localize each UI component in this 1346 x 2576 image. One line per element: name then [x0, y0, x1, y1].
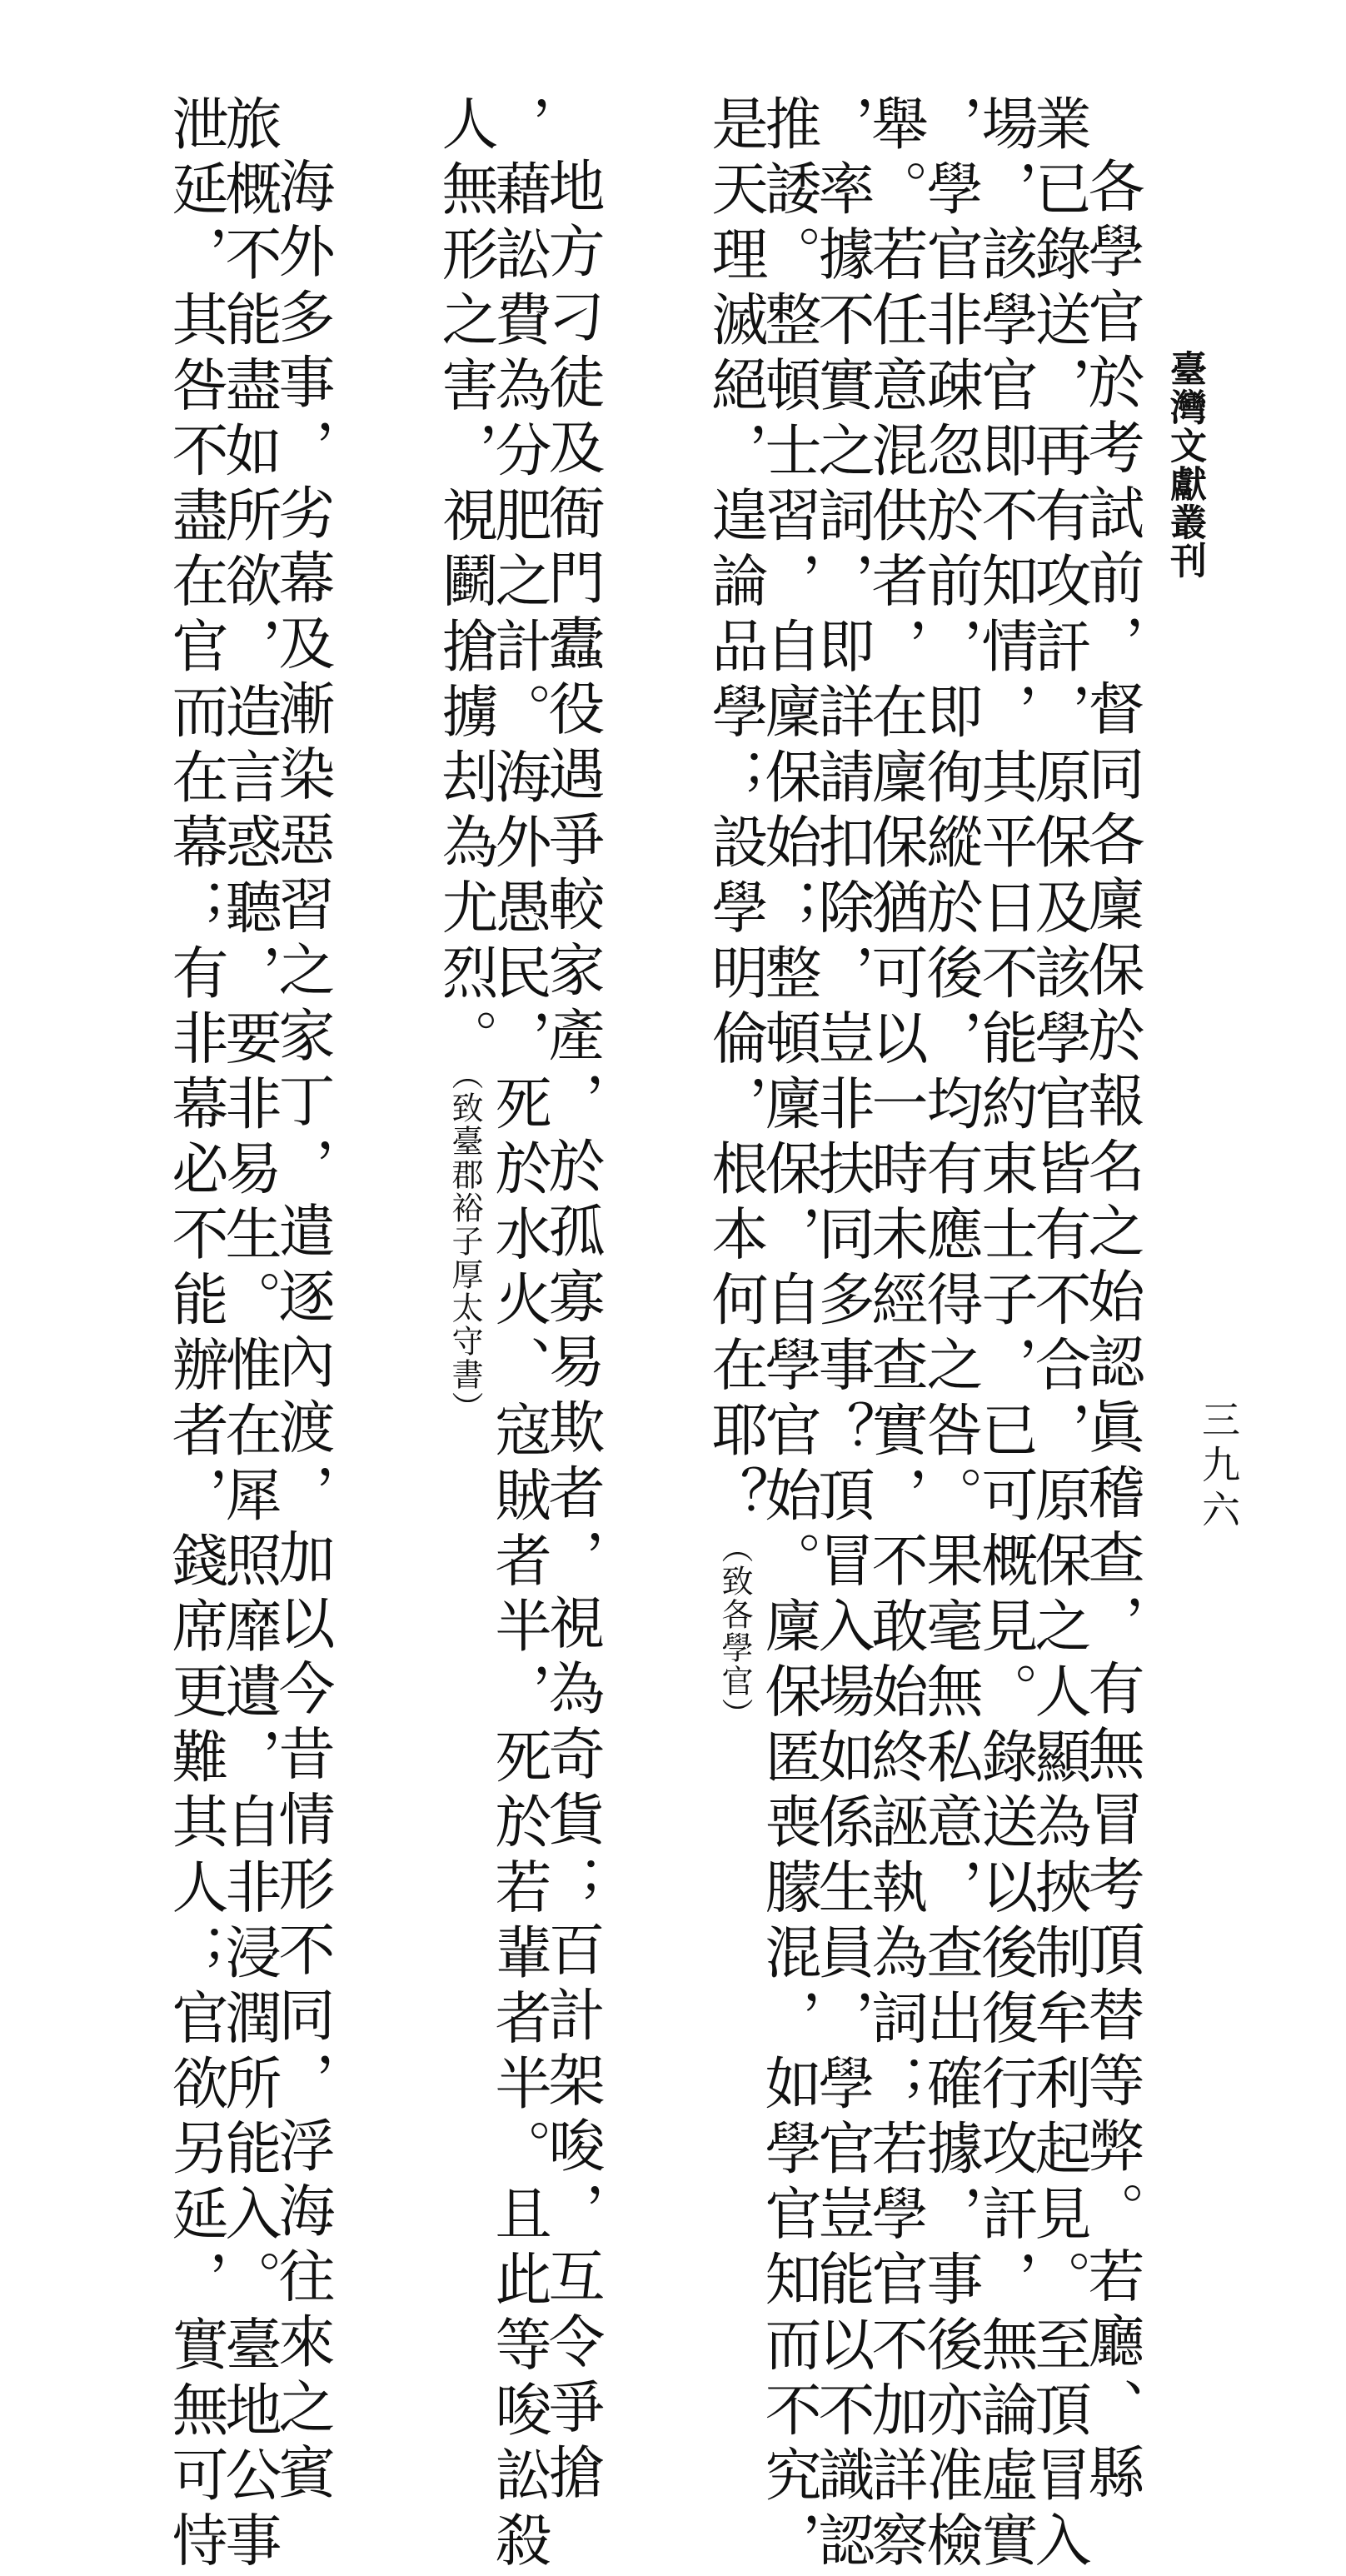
column-text: 場，該學官即不知情，其平日不能約束士子，已可概見。錄送以後復行攻訐，無論虛實 — [972, 94, 1038, 2576]
column-text: ，學官非疎忽於前，即徇縱於後，均有應得之咎。果毫無私意，查出確據，事後亦准檢 — [917, 94, 983, 2576]
column-text: ，藉訟費為分肥之計。海外愚民，死於水火、寇賊者半，死於若輩者半。且此等唆訟殺 — [486, 94, 551, 2576]
column-text: 泄延，其咎不盡在官而在幕；有非幕必不能辦者，錢席更難其人；官欲另延，實無可恃 — [162, 94, 228, 2576]
column-text: 人無形之害，視鬬搶擄刦為尤烈。 — [432, 94, 498, 1074]
column-text: 海外多事，劣幕及漸染惡習之家丁，遣逐內渡，加以今昔情形不同，浮海往來之賓 — [269, 157, 335, 2509]
column-text: 舉。若任意混供者，在廩保猶可以一時未經查實，不敢始終誣執為詞；若學官不加詳察 — [862, 94, 928, 2576]
text-column-14 — [157, 94, 228, 2576]
column-text: 旅概不能盡如所欲，造言惑聽，要非易生。惟在犀照靡遺，自非浸潤所能入。臺地公事 — [216, 94, 282, 2576]
column-text: 推諉。整頓士習，自廩保始；整頓廩保，自學官始。廩保匿喪朦混，如學官知而不究， — [755, 94, 821, 2576]
text-column-8 — [696, 94, 768, 1731]
column-text: 地方刁徒及衙門蠹役遇爭較家產，於孤寡易欺者，視為奇貨；百計架唆，互令爭搶 — [539, 157, 605, 2509]
citation-note: （致各學官） — [716, 1530, 753, 1731]
running-head: 臺灣文獻叢刊 — [1164, 350, 1206, 580]
page-number: 三九六 — [1196, 1400, 1241, 1535]
column-text: 業已錄送，再有攻訐，原保及該學官皆有不合，原保之人顯為挾制牟利起見。至頂冒入 — [1025, 94, 1091, 2576]
citation-note: （致臺郡裕子厚太守書） — [446, 1074, 483, 1425]
column-text: 各學官於考試前，督同各廩保於報名之始認眞稽查，有無冒考頂替等弊。若廳、縣 — [1079, 157, 1144, 2509]
text-column-11 — [426, 94, 498, 1425]
column-text: ，率據不實之詞，即詳請扣除，豈非扶同多事？頂冒入場如係生員，學官豈能以不識認 — [809, 94, 875, 2576]
column-text: 是天理滅絕，遑論品學；設學明倫，根本何在耶？ — [702, 94, 768, 1531]
